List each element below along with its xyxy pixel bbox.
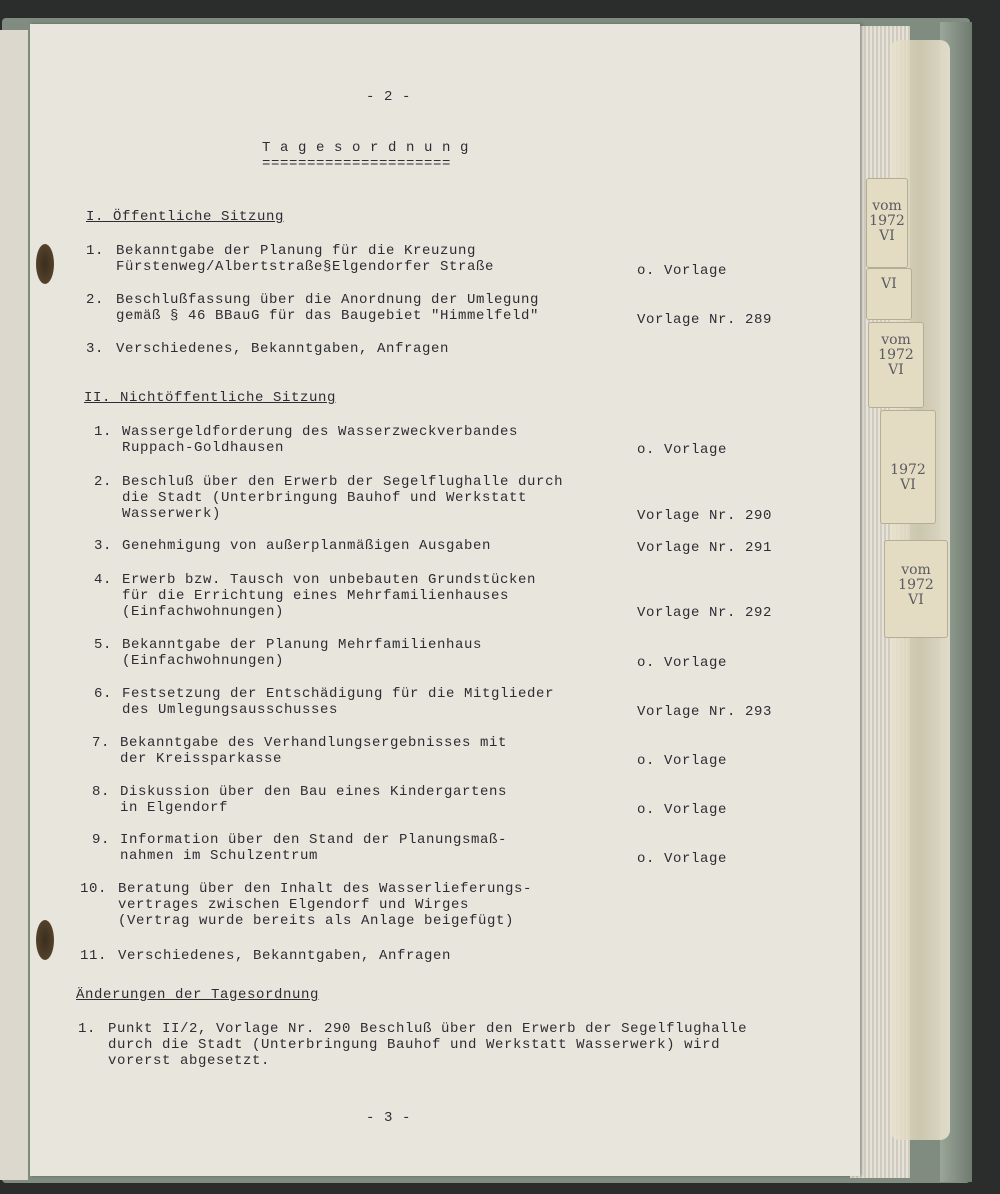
tab-label: VI bbox=[879, 228, 895, 244]
item-text: die Stadt (Unterbringung Bauhof und Werkstatt bbox=[122, 490, 528, 506]
item-text: Bekanntgabe der Planung für die Kreuzung bbox=[116, 243, 477, 259]
item-reference: Vorlage Nr. 291 bbox=[637, 540, 773, 556]
item-number: 6. bbox=[94, 686, 113, 702]
punch-hole bbox=[36, 244, 54, 284]
left-page-edge bbox=[0, 30, 28, 1180]
item-text: vorerst abgesetzt. bbox=[108, 1053, 271, 1069]
tab-label: 1972 bbox=[869, 213, 905, 229]
page-title: T a g e s o r d n u n g bbox=[262, 140, 470, 156]
tab-label: vom bbox=[881, 332, 911, 348]
item-text: (Einfachwohnungen) bbox=[122, 604, 285, 620]
index-tab[interactable] bbox=[868, 322, 924, 408]
item-text: Information über den Stand der Planungsmaß- bbox=[120, 832, 508, 848]
item-text: Wassergeldforderung des Wasserzweckverbandes bbox=[122, 424, 519, 440]
tab-label: VI bbox=[888, 362, 904, 378]
item-text: der Kreissparkasse bbox=[120, 751, 283, 767]
item-text: Wasserwerk) bbox=[122, 506, 222, 522]
tab-label: 1972 bbox=[890, 462, 926, 478]
item-text: gemäß § 46 BBauG für das Baugebiet "Himmelfeld" bbox=[116, 308, 540, 324]
tab-label: VI bbox=[900, 477, 916, 493]
tab-label: vom bbox=[901, 562, 931, 578]
item-reference: Vorlage Nr. 290 bbox=[637, 508, 773, 524]
document-page bbox=[30, 24, 860, 1176]
item-number: 2. bbox=[94, 474, 113, 490]
item-text: Beschluß über den Erwerb der Segelflughalle durch bbox=[122, 474, 564, 490]
item-text: (Vertrag wurde bereits als Anlage beigefügt) bbox=[118, 913, 515, 929]
item-text: in Elgendorf bbox=[120, 800, 229, 816]
item-number: 1. bbox=[86, 243, 105, 259]
item-reference: o. Vorlage bbox=[637, 655, 728, 671]
index-tab[interactable] bbox=[880, 410, 936, 524]
item-number: 2. bbox=[86, 292, 105, 308]
item-reference: o. Vorlage bbox=[637, 802, 728, 818]
item-reference: Vorlage Nr. 289 bbox=[637, 312, 773, 328]
section-heading-changes: Änderungen der Tagesordnung bbox=[76, 987, 320, 1003]
item-number: 10. bbox=[80, 881, 108, 897]
item-text: Ruppach-Goldhausen bbox=[122, 440, 285, 456]
punch-hole bbox=[36, 920, 54, 960]
tab-label: VI bbox=[881, 276, 897, 292]
tab-label: VI bbox=[908, 592, 924, 608]
item-text: Beschlußfassung über die Anordnung der Umlegung bbox=[116, 292, 540, 308]
item-text: Erwerb bzw. Tausch von unbebauten Grundstücken bbox=[122, 572, 537, 588]
item-number: 5. bbox=[94, 637, 113, 653]
tab-label: vom bbox=[872, 198, 902, 214]
item-text: Verschiedenes, Bekanntgaben, Anfragen bbox=[118, 948, 452, 964]
item-text: Punkt II/2, Vorlage Nr. 290 Beschluß über den Erwerb der Segelflughalle bbox=[108, 1021, 748, 1037]
item-text: (Einfachwohnungen) bbox=[122, 653, 285, 669]
item-number: 3. bbox=[86, 341, 105, 357]
item-text: Beratung über den Inhalt des Wasserlieferungs- bbox=[118, 881, 533, 897]
item-reference: o. Vorlage bbox=[637, 442, 728, 458]
tab-label: 1972 bbox=[878, 347, 914, 363]
item-number: 11. bbox=[80, 948, 108, 964]
section-heading-public: I. Öffentliche Sitzung bbox=[86, 209, 285, 225]
page-number-footer: - 3 - bbox=[366, 1110, 412, 1126]
item-number: 3. bbox=[94, 538, 113, 554]
index-tab[interactable] bbox=[866, 268, 912, 320]
item-number: 8. bbox=[92, 784, 111, 800]
item-text: Bekanntgabe der Planung Mehrfamilienhaus bbox=[122, 637, 483, 653]
item-reference: Vorlage Nr. 292 bbox=[637, 605, 773, 621]
item-text: Diskussion über den Bau eines Kindergartens bbox=[120, 784, 508, 800]
item-text: durch die Stadt (Unterbringung Bauhof und Werkstatt Wasserwerk) wird bbox=[108, 1037, 721, 1053]
tab-label: 1972 bbox=[898, 577, 934, 593]
section-heading-private: II. Nichtöffentliche Sitzung bbox=[84, 390, 337, 406]
index-tab[interactable] bbox=[884, 540, 948, 638]
item-text: Festsetzung der Entschädigung für die Mitglieder bbox=[122, 686, 555, 702]
index-tab[interactable] bbox=[866, 178, 908, 268]
item-text: des Umlegungsausschusses bbox=[122, 702, 339, 718]
item-text: vertrages zwischen Elgendorf und Wirges bbox=[118, 897, 470, 913]
item-number: 9. bbox=[92, 832, 111, 848]
item-text: Fürstenweg/Albertstraße§Elgendorfer Straße bbox=[116, 259, 495, 275]
item-number: 7. bbox=[92, 735, 111, 751]
page-number-header: - 2 - bbox=[366, 89, 412, 105]
item-text: Genehmigung von außerplanmäßigen Ausgaben bbox=[122, 538, 492, 554]
title-rule: ===================== bbox=[262, 156, 452, 172]
item-reference: Vorlage Nr. 293 bbox=[637, 704, 773, 720]
item-number: 1. bbox=[78, 1021, 97, 1037]
item-reference: o. Vorlage bbox=[637, 263, 728, 279]
item-text: Bekanntgabe des Verhandlungsergebnisses mit bbox=[120, 735, 508, 751]
item-text: für die Errichtung eines Mehrfamilienhauses bbox=[122, 588, 510, 604]
item-number: 4. bbox=[94, 572, 113, 588]
item-number: 1. bbox=[94, 424, 113, 440]
item-reference: o. Vorlage bbox=[637, 851, 728, 867]
item-text: nahmen im Schulzentrum bbox=[120, 848, 319, 864]
item-text: Verschiedenes, Bekanntgaben, Anfragen bbox=[116, 341, 450, 357]
item-reference: o. Vorlage bbox=[637, 753, 728, 769]
